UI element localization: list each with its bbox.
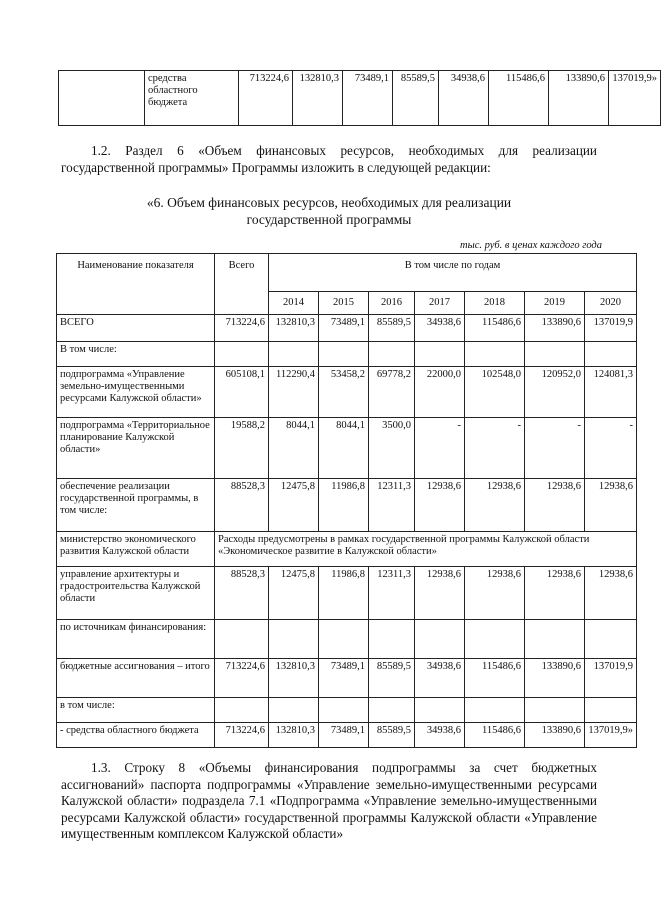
value-cell bbox=[319, 698, 369, 723]
finance-table bbox=[56, 253, 637, 748]
value-cell: 12938,6 bbox=[415, 479, 465, 532]
units-note: тыс. руб. в ценах каждого года bbox=[460, 240, 602, 251]
value-cell: - bbox=[525, 418, 585, 479]
value-cell bbox=[585, 698, 637, 723]
row-label: управление архитектуры и градостроительства Калужской области bbox=[57, 567, 215, 620]
header-row bbox=[57, 254, 637, 292]
header-name: Наименование показателя bbox=[57, 254, 215, 315]
value-cell: 11986,8 bbox=[319, 567, 369, 620]
table-row bbox=[57, 532, 637, 567]
value-cell: 12938,6 bbox=[585, 567, 637, 620]
total-cell bbox=[215, 698, 269, 723]
value-cell: 34938,6 bbox=[415, 659, 465, 698]
value-cell: 12938,6 bbox=[465, 567, 525, 620]
table-row bbox=[57, 698, 637, 723]
value-cell: 115486,6 bbox=[465, 659, 525, 698]
table-row bbox=[57, 315, 637, 342]
value-cell: - bbox=[585, 418, 637, 479]
value-cell: 73489,1 bbox=[343, 71, 393, 126]
value-cell: 12938,6 bbox=[525, 567, 585, 620]
value-cell bbox=[369, 342, 415, 367]
value-cell: 85589,5 bbox=[369, 659, 415, 698]
total-cell bbox=[215, 620, 269, 659]
value-cell: 102548,0 bbox=[465, 367, 525, 418]
table-row bbox=[57, 367, 637, 418]
value-cell: 132810,3 bbox=[293, 71, 343, 126]
row-label: подпрограмма «Территориальное планирование Калужской области» bbox=[57, 418, 215, 479]
value-cell: 12938,6 bbox=[585, 479, 637, 532]
value-cell: - bbox=[465, 418, 525, 479]
year-header: 2020 bbox=[585, 291, 637, 314]
value-cell: 8044,1 bbox=[319, 418, 369, 479]
total-cell bbox=[215, 342, 269, 367]
total-cell: 19588,2 bbox=[215, 418, 269, 479]
value-cell: 133890,6 bbox=[525, 659, 585, 698]
value-cell: 120952,0 bbox=[525, 367, 585, 418]
table-row bbox=[57, 342, 637, 367]
value-cell bbox=[319, 342, 369, 367]
row-label: обеспечение реализации государственной программы, в том числе: bbox=[57, 479, 215, 532]
value-cell: 85589,5 bbox=[369, 315, 415, 342]
value-cell: 12938,6 bbox=[415, 567, 465, 620]
value-cell: 12311,3 bbox=[369, 479, 415, 532]
value-cell: 137019,9» bbox=[585, 723, 637, 748]
row-label: В том числе: bbox=[57, 342, 215, 367]
empty-cell bbox=[59, 71, 145, 126]
value-cell: 12475,8 bbox=[269, 567, 319, 620]
total-cell: 713224,6 bbox=[215, 723, 269, 748]
value-cell: 133890,6 bbox=[525, 315, 585, 342]
value-cell: 34938,6 bbox=[439, 71, 489, 126]
value-cell bbox=[465, 342, 525, 367]
total-cell: 605108,1 bbox=[215, 367, 269, 418]
paragraph-text: 1.3. Строку 8 «Объемы финансирования подпрограммы за счет бюджетных ассигнований» паспорта подпрограммы «Управление земельно-имущественными ресурсами Калужской области» подраздела 7.1 «Подпрограмма «Управление земельно-имущественными ресурсами Калужской области» государственной программы Калужской области «Управление имущественным комплексом Калужской области» bbox=[61, 760, 597, 841]
value-cell: 137019,9 bbox=[585, 659, 637, 698]
year-header: 2018 bbox=[465, 291, 525, 314]
value-cell bbox=[319, 620, 369, 659]
value-cell bbox=[465, 698, 525, 723]
value-cell: 85589,5 bbox=[393, 71, 439, 126]
value-cell: 115486,6 bbox=[465, 723, 525, 748]
table-row bbox=[57, 620, 637, 659]
value-cell: 53458,2 bbox=[319, 367, 369, 418]
value-cell: 34938,6 bbox=[415, 315, 465, 342]
value-cell: 713224,6 bbox=[239, 71, 293, 126]
section-title-line: «6. Объем финансовых ресурсов, необходимых для реализации bbox=[146, 195, 512, 210]
value-cell bbox=[369, 620, 415, 659]
value-cell: 85589,5 bbox=[369, 723, 415, 748]
value-cell: 73489,1 bbox=[319, 723, 369, 748]
value-cell: 133890,6 bbox=[525, 723, 585, 748]
total-cell: 713224,6 bbox=[215, 659, 269, 698]
value-cell bbox=[525, 620, 585, 659]
value-cell: 137019,9 bbox=[585, 315, 637, 342]
value-cell bbox=[415, 698, 465, 723]
row-label: в том числе: bbox=[57, 698, 215, 723]
value-cell: 73489,1 bbox=[319, 315, 369, 342]
value-cell: 12311,3 bbox=[369, 567, 415, 620]
row-label: по источникам финансирования: bbox=[57, 620, 215, 659]
value-cell bbox=[585, 620, 637, 659]
row-label: подпрограмма «Управление земельно-имущественными ресурсами Калужской области» bbox=[57, 367, 215, 418]
value-cell bbox=[525, 342, 585, 367]
value-cell: 132810,3 bbox=[269, 315, 319, 342]
value-cell: 124081,3 bbox=[585, 367, 637, 418]
value-cell: 133890,6 bbox=[549, 71, 609, 126]
year-header: 2014 bbox=[269, 291, 319, 314]
value-cell bbox=[415, 620, 465, 659]
table-row bbox=[57, 723, 637, 748]
value-cell bbox=[465, 620, 525, 659]
total-cell: 713224,6 bbox=[215, 315, 269, 342]
value-cell: 12475,8 bbox=[269, 479, 319, 532]
value-cell bbox=[269, 342, 319, 367]
year-header: 2015 bbox=[319, 291, 369, 314]
row-label: - средства областного бюджета bbox=[57, 723, 215, 748]
total-cell: 88528,3 bbox=[215, 479, 269, 532]
value-cell: 12938,6 bbox=[525, 479, 585, 532]
year-header: 2017 bbox=[415, 291, 465, 314]
value-cell: 73489,1 bbox=[319, 659, 369, 698]
value-cell: 137019,9» bbox=[609, 71, 661, 126]
section-title bbox=[61, 194, 597, 228]
table-row bbox=[59, 71, 661, 126]
row-label: средства областного бюджета bbox=[145, 71, 239, 126]
value-cell: 69778,2 bbox=[369, 367, 415, 418]
row-label: бюджетные ассигнования – итого bbox=[57, 659, 215, 698]
value-cell: 132810,3 bbox=[269, 723, 319, 748]
value-cell: 11986,8 bbox=[319, 479, 369, 532]
value-cell bbox=[269, 698, 319, 723]
table-row bbox=[57, 659, 637, 698]
value-cell bbox=[585, 342, 637, 367]
paragraph-1-3 bbox=[61, 760, 597, 843]
value-cell bbox=[369, 698, 415, 723]
year-header: 2016 bbox=[369, 291, 415, 314]
table-row bbox=[57, 418, 637, 479]
paragraph-1-2 bbox=[61, 143, 597, 176]
total-cell: 88528,3 bbox=[215, 567, 269, 620]
value-cell: 3500,0 bbox=[369, 418, 415, 479]
row-label: ВСЕГО bbox=[57, 315, 215, 342]
header-years-group: В том числе по годам bbox=[269, 254, 637, 292]
paragraph-text: 1.2. Раздел 6 «Объем финансовых ресурсов, необходимых для реализации государственной программы» Программы изложить в следующей редакции: bbox=[61, 143, 597, 175]
value-cell: 34938,6 bbox=[415, 723, 465, 748]
value-cell: 115486,6 bbox=[489, 71, 549, 126]
value-cell bbox=[415, 342, 465, 367]
value-cell: - bbox=[415, 418, 465, 479]
value-cell: 22000,0 bbox=[415, 367, 465, 418]
value-cell: 132810,3 bbox=[269, 659, 319, 698]
value-cell: 12938,6 bbox=[465, 479, 525, 532]
value-cell bbox=[525, 698, 585, 723]
merged-note-cell: Расходы предусмотрены в рамках государственной программы Калужской области «Экономическое развитие в Калужской области» bbox=[215, 532, 637, 567]
value-cell bbox=[269, 620, 319, 659]
table-row bbox=[57, 479, 637, 532]
value-cell: 115486,6 bbox=[465, 315, 525, 342]
value-cell: 8044,1 bbox=[269, 418, 319, 479]
year-header: 2019 bbox=[525, 291, 585, 314]
table-row bbox=[57, 567, 637, 620]
continued-table bbox=[58, 70, 661, 126]
header-total: Всего bbox=[215, 254, 269, 315]
value-cell: 112290,4 bbox=[269, 367, 319, 418]
row-label: министерство экономического развития Калужской области bbox=[57, 532, 215, 567]
section-title-line: государственной программы bbox=[246, 212, 412, 227]
